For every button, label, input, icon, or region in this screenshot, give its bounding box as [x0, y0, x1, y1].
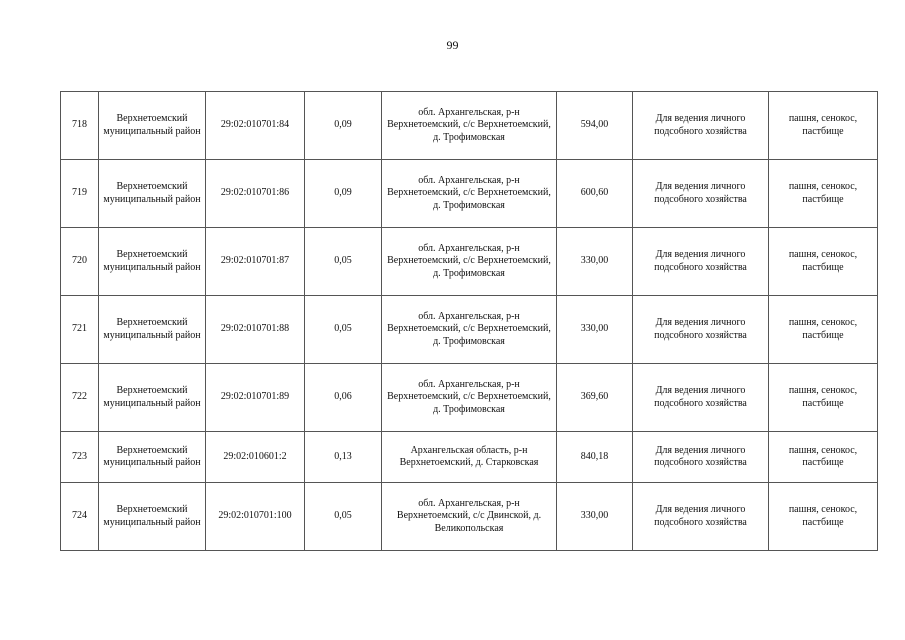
row-number-cell: 723: [61, 432, 99, 483]
table-row: [61, 364, 878, 432]
permitted-use-cell: Для ведения личного подсобного хозяйства: [633, 160, 769, 228]
address-cell: обл. Архангельская, р-н Верхнетоемский, с/с Верхнетоемский, д. Трофимовская: [382, 296, 557, 364]
permitted-use-cell: Для ведения личного подсобного хозяйства: [633, 483, 769, 551]
permitted-use-cell: Для ведения личного подсобного хозяйства: [633, 432, 769, 483]
area-cell: 0,06: [305, 364, 382, 432]
district-cell: Верхнетоемский муниципальный район: [99, 364, 206, 432]
land-type-cell: пашня, сенокос, пастбище: [769, 296, 878, 364]
district-cell: Верхнетоемский муниципальный район: [99, 228, 206, 296]
cadastral-number-cell: 29:02:010701:88: [206, 296, 305, 364]
row-number-cell: 722: [61, 364, 99, 432]
land-type-cell: пашня, сенокос, пастбище: [769, 160, 878, 228]
value-cell: 600,60: [557, 160, 633, 228]
address-cell: обл. Архангельская, р-н Верхнетоемский, с/с Верхнетоемский, д. Трофимовская: [382, 364, 557, 432]
land-type-cell: пашня, сенокос, пастбище: [769, 432, 878, 483]
area-cell: 0,05: [305, 296, 382, 364]
land-plots-table: [60, 91, 878, 551]
table-row: [61, 483, 878, 551]
cadastral-number-cell: 29:02:010701:87: [206, 228, 305, 296]
address-cell: обл. Архангельская, р-н Верхнетоемский, с/с Верхнетоемский, д. Трофимовская: [382, 160, 557, 228]
row-number-cell: 720: [61, 228, 99, 296]
value-cell: 330,00: [557, 296, 633, 364]
table-row: [61, 432, 878, 483]
address-cell: Архангельская область, р-н Верхнетоемский, д. Старковская: [382, 432, 557, 483]
table-row: [61, 296, 878, 364]
area-cell: 0,09: [305, 92, 382, 160]
value-cell: 369,60: [557, 364, 633, 432]
value-cell: 840,18: [557, 432, 633, 483]
permitted-use-cell: Для ведения личного подсобного хозяйства: [633, 296, 769, 364]
permitted-use-cell: Для ведения личного подсобного хозяйства: [633, 92, 769, 160]
district-cell: Верхнетоемский муниципальный район: [99, 432, 206, 483]
land-type-cell: пашня, сенокос, пастбище: [769, 483, 878, 551]
area-cell: 0,09: [305, 160, 382, 228]
address-cell: обл. Архангельская, р-н Верхнетоемский, с/с Двинской, д. Великопольская: [382, 483, 557, 551]
value-cell: 330,00: [557, 228, 633, 296]
value-cell: 330,00: [557, 483, 633, 551]
permitted-use-cell: Для ведения личного подсобного хозяйства: [633, 228, 769, 296]
cadastral-number-cell: 29:02:010601:2: [206, 432, 305, 483]
row-number-cell: 721: [61, 296, 99, 364]
row-number-cell: 718: [61, 92, 99, 160]
table-row: [61, 92, 878, 160]
table-row: [61, 228, 878, 296]
district-cell: Верхнетоемский муниципальный район: [99, 160, 206, 228]
district-cell: Верхнетоемский муниципальный район: [99, 92, 206, 160]
cadastral-number-cell: 29:02:010701:86: [206, 160, 305, 228]
row-number-cell: 719: [61, 160, 99, 228]
land-type-cell: пашня, сенокос, пастбище: [769, 92, 878, 160]
cadastral-number-cell: 29:02:010701:84: [206, 92, 305, 160]
value-cell: 594,00: [557, 92, 633, 160]
area-cell: 0,05: [305, 483, 382, 551]
permitted-use-cell: Для ведения личного подсобного хозяйства: [633, 364, 769, 432]
address-cell: обл. Архангельская, р-н Верхнетоемский, с/с Верхнетоемский, д. Трофимовская: [382, 92, 557, 160]
area-cell: 0,13: [305, 432, 382, 483]
area-cell: 0,05: [305, 228, 382, 296]
land-type-cell: пашня, сенокос, пастбище: [769, 228, 878, 296]
page-number: 99: [446, 38, 459, 52]
cadastral-number-cell: 29:02:010701:89: [206, 364, 305, 432]
district-cell: Верхнетоемский муниципальный район: [99, 296, 206, 364]
address-cell: обл. Архангельская, р-н Верхнетоемский, с/с Верхнетоемский, д. Трофимовская: [382, 228, 557, 296]
land-type-cell: пашня, сенокос, пастбище: [769, 364, 878, 432]
table-row: [61, 160, 878, 228]
cadastral-number-cell: 29:02:010701:100: [206, 483, 305, 551]
row-number-cell: 724: [61, 483, 99, 551]
district-cell: Верхнетоемский муниципальный район: [99, 483, 206, 551]
